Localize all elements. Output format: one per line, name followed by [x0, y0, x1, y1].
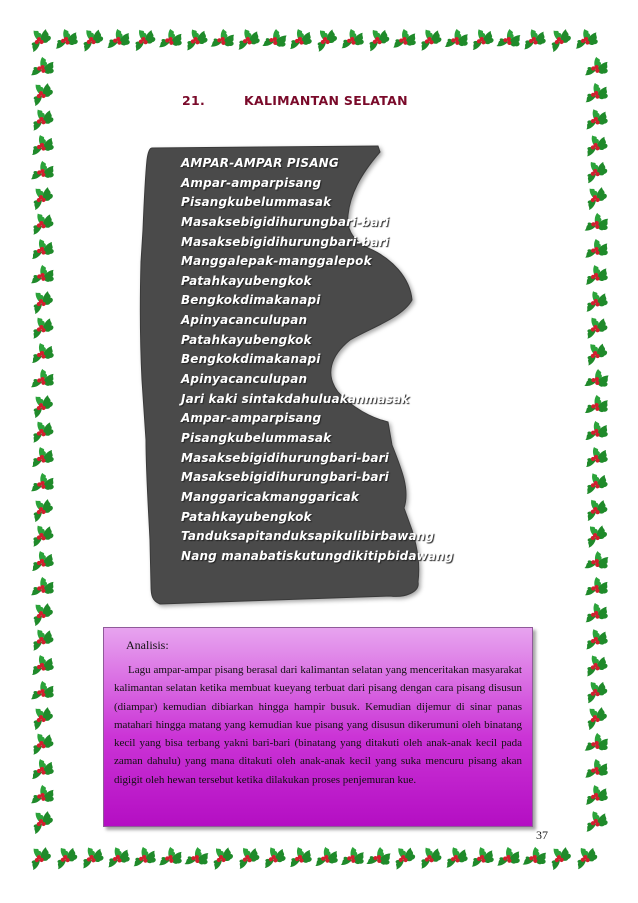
lyric-line: Tanduksapitanduksapikulibirbawang	[181, 529, 435, 544]
lyric-line: Apinyacanculupan	[181, 313, 308, 328]
lyric-line: Bengkokdimakanapi	[181, 293, 321, 308]
analysis-text: Lagu ampar-ampar pisang berasal dari kalimantan selatan yang menceritakan masyarakat kalimantan selatan ketika membuat kueyang terbuat dari pisang dengan cara pisang disusun (diampar) kemudian dibiarkan hingga hampir busuk. Kemudian dijemur di sinar panas matahari hingga matang yang kemudian kue pisang yang disusun dikerumuni oleh binatang kecil yang bisa terbang yakni bari-bari (binatang yang ditakuti oleh anak-anak kecil pada zaman dahulu) yang mana ditakuti oleh anak-anak kecil yang suka mencuru pisang akan digigit oleh hewan tersebut ketika dilakukan proses penjemuran kue.	[114, 664, 522, 786]
lyric-line: Patahkayubengkok	[181, 332, 312, 347]
lyric-line: Jari kaki sintakdahuluakanmasak	[181, 391, 410, 406]
analysis-heading: Analisis:	[126, 638, 169, 652]
lyric-line: Nang manabatiskutungdikitipbidawang	[181, 548, 454, 563]
lyric-line: Pisangkubelummasak	[181, 195, 332, 210]
lyrics-heading: AMPAR-AMPAR PISANG	[181, 156, 339, 170]
lyric-line: Apinyacanculupan	[181, 372, 308, 387]
lyric-line: Manggalepak-manggalepok	[181, 254, 372, 269]
lyric-line: Masaksebigidihurungbari-bari	[181, 470, 389, 485]
lyric-line: Masaksebigidihurungbari-bari	[181, 450, 389, 465]
song-number: 21.	[182, 93, 206, 108]
lyrics-list	[181, 154, 454, 566]
lyric-line: Patahkayubengkok	[181, 509, 312, 524]
page-number: 37	[536, 828, 548, 842]
lyric-line: Ampar-amparpisang	[181, 411, 322, 426]
lyric-line: Masaksebigidihurungbari-bari	[181, 214, 389, 229]
lyric-line: Pisangkubelummasak	[181, 430, 332, 445]
lyric-line: Patahkayubengkok	[181, 273, 312, 288]
lyric-line: Manggaricakmanggaricak	[181, 489, 360, 504]
analysis-box	[103, 627, 533, 827]
lyric-line: Masaksebigidihurungbari-bari	[181, 234, 389, 249]
song-title: KALIMANTAN SELATAN	[244, 93, 408, 108]
lyric-line: Ampar-amparpisang	[181, 175, 322, 190]
lyric-line: Bengkokdimakanapi	[181, 352, 321, 367]
